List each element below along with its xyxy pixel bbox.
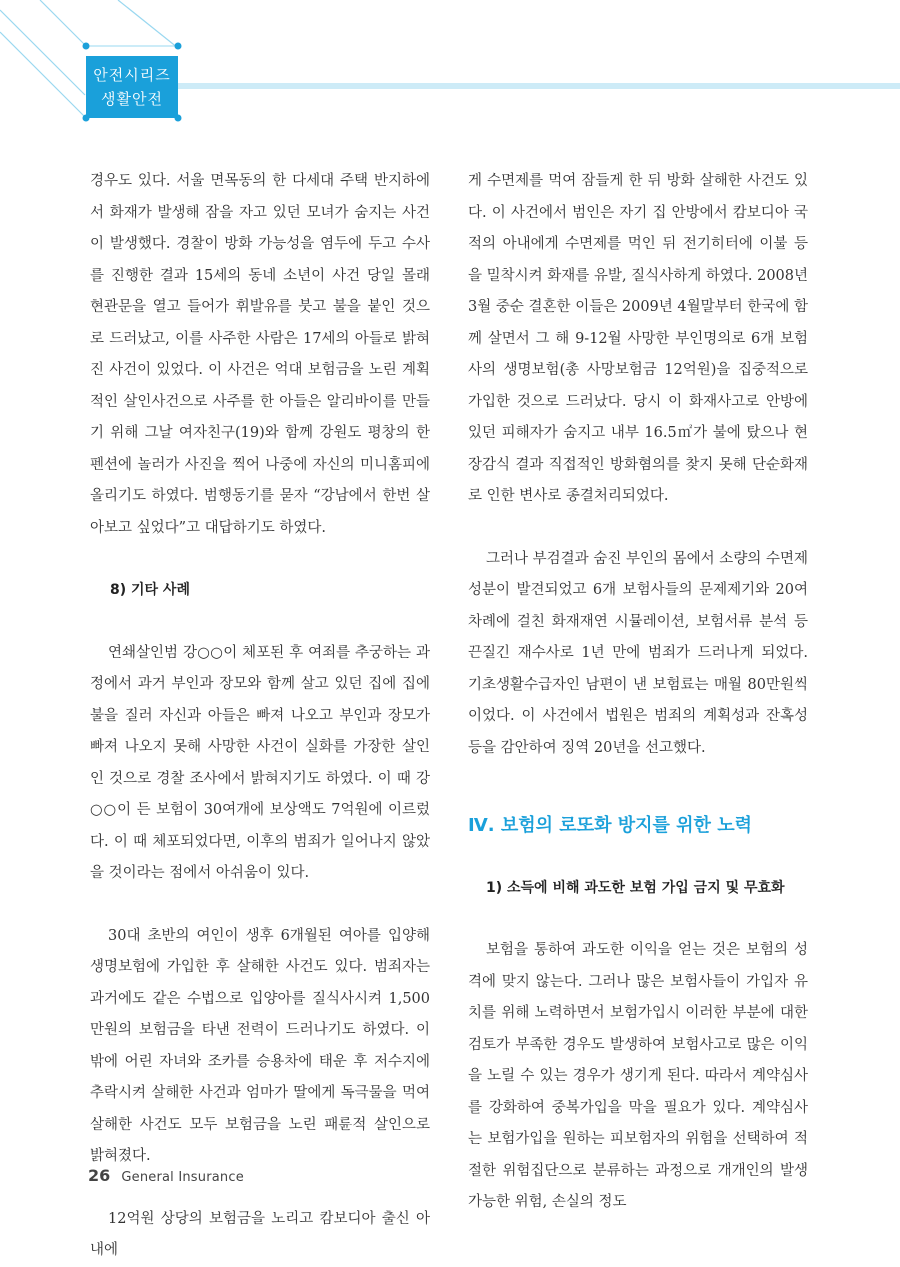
paragraph: 그러나 부검결과 숨진 부인의 몸에서 소량의 수면제 성분이 발견되었고 6개 보험사들의 문제제기와 20여 차례에 걸친 화재재연 시뮬레이션, 보험서류 분석 등 끈질긴 재수사로 1년 만에 범죄가 드러나게 되었다. 기초생활수급자인 남편이 낸 보험료는 매월 80만원씩이었다. 이 사건에서 법원은 범죄의 계획성과 잔혹성 등을 감안하여 징역 20년을 선고했다. bbox=[468, 550, 808, 756]
paragraph: 12억원 상당의 보험금을 노리고 캄보디아 출신 아내에 bbox=[90, 1210, 430, 1258]
paragraph: 보험을 통하여 과도한 이익을 얻는 것은 보험의 성격에 맞지 않는다. 그러나 많은 보험사들이 가입자 유치를 위해 노력하면서 보험가입시 이러한 부분에 대한 검토가 부족한 경우도 발생하여 보험사고로 많은 이익을 노릴 수 있는 경우가 생기게 된다. 따라서 계약심사를 강화하여 중복가입을 막을 필요가 있다. 계약심사는 보험가입을 원하는 피보험자의 위험을 선택하여 적절한 위험집단으로 분류하는 과정으로 개개인의 발생 가능한 위험, 손실의 정도 bbox=[468, 942, 808, 1210]
paragraph: 게 수면제를 먹여 잠들게 한 뒤 방화 살해한 사건도 있다. 이 사건에서 범인은 자기 집 안방에서 캄보디아 국적의 아내에게 수면제를 먹인 뒤 전기히터에 이불 등을 밀착시켜 화재를 유발, 질식사하게 하였다. 2008년 3월 중순 결혼한 이들은 2009년 4월말부터 한국에 함께 살면서 그 해 9-12월 사망한 부인명의로 6개 보험사의 생명보험(총 사망보험금 12억원)을 집중적으로 가입한 것으로 드러났다. 당시 이 화재사고로 안방에 있던 피해자가 숨지고 내부 16.5㎡가 불에 탔으나 현장감식 결과 직접적인 방화혐의를 찾지 못해 단순화재로 인한 변사로 종결처리되었다. bbox=[468, 173, 808, 504]
paragraph: 30대 초반의 여인이 생후 6개월된 여아를 입양해 생명보험에 가입한 후 살해한 사건도 있다. 범죄자는 과거에도 같은 수법으로 입양아를 질식사시켜 1,500만원의 보험금을 타낸 전력이 드러나기도 하였다. 이 밖에 어린 자녀와 조카를 승용차에 태운 후 저수지에 추락시켜 살해한 사건과 엄마가 딸에게 독극물을 먹여 살해한 사건도 모두 보험금을 노린 패륜적 살인으로 밝혀졌다. bbox=[90, 927, 430, 1164]
series-label-line2: 생활안전 bbox=[101, 90, 163, 108]
section-heading: Ⅳ. 보험의 로또화 방지를 위한 노력 bbox=[468, 815, 752, 836]
magazine-name: General Insurance bbox=[121, 1170, 244, 1185]
left-column bbox=[90, 166, 430, 1267]
subheading-other-cases: 8) 기타 사례 bbox=[110, 582, 190, 598]
page-number: 26 bbox=[88, 1166, 111, 1185]
paragraph: 연쇄살인범 강○○이 체포된 후 여죄를 추궁하는 과정에서 과거 부인과 장모와 함께 살고 있던 집에 집에 불을 질러 자신과 아들은 빠져 나오고 부인과 장모가 빠져 나오지 못해 사망한 사건이 실화를 가장한 살인인 것으로 경찰 조사에서 밝혀지기도 하였다. 이 때 강○○이 든 보험이 30여개에 보상액도 7억원에 이르렀다. 이 때 체포되었다면, 이후의 범죄가 일어나지 않았을 것이라는 점에서 아쉬움이 있다. bbox=[90, 644, 430, 881]
series-label-line1: 안전시리즈 bbox=[93, 66, 171, 84]
right-column bbox=[468, 166, 808, 1219]
page-footer bbox=[88, 1166, 244, 1185]
series-label bbox=[86, 56, 178, 118]
paragraph: 경우도 있다. 서울 면목동의 한 다세대 주택 반지하에서 화재가 발생해 잠을 자고 있던 모녀가 숨지는 사건이 발생했다. 경찰이 방화 가능성을 염두에 두고 수사를 진행한 결과 15세의 동네 소년이 사건 당일 몰래 현관문을 열고 들어가 휘발유를 붓고 불을 붙인 것으로 드러났고, 이를 사주한 사람은 17세의 아들로 밝혀진 사건이 있었다. 이 사건은 억대 보험금을 노린 계획적인 살인사건으로 사주를 한 아들은 알리바이를 만들기 위해 그날 여자친구(19)와 함께 강원도 평창의 한 펜션에 놀러가 사진을 찍어 나중에 자신의 미니홈피에 올리기도 하였다. 범행동기를 묻자 “강남에서 한번 살아보고 싶었다”고 대답하기도 하였다. bbox=[90, 173, 430, 536]
subheading-excessive-insurance: 1) 소득에 비해 과도한 보험 가입 금지 및 무효화 bbox=[486, 879, 785, 896]
